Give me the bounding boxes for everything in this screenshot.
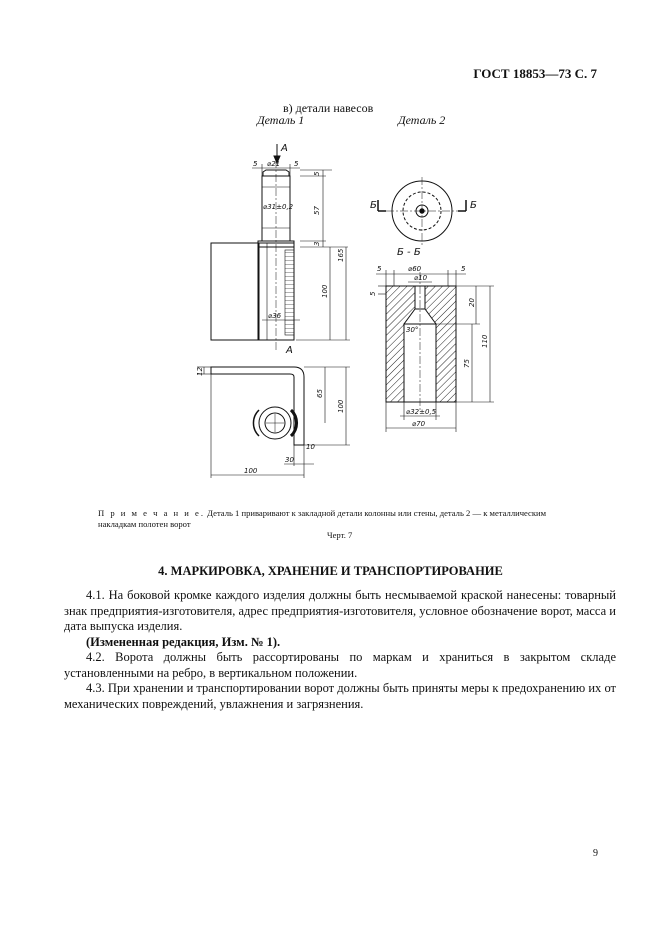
paragraph-4-1: 4.1. На боковой кромке каждого изделия должны быть несмываемой краской нанесены: товарный знак предприятия-изготовителя, адрес предприятия-изготовителя, условное обозначение ворот, масса и дата выпуска изделия. (64, 588, 616, 633)
dim-d1-v100: 100 (321, 284, 329, 298)
dim-d1-v57: 57 (313, 206, 321, 215)
detail-1-label: Деталь 1 (257, 113, 305, 127)
dim-d1-v5: 5 (313, 171, 321, 176)
dim-d2-angle: 30° (406, 326, 419, 334)
paragraph-4-3: 4.3. При хранении и транспортировании ворот должны быть приняты меры к предохранению их от механических повреждений, увлажнения и загрязнения. (64, 681, 616, 711)
dim-d1-h30: 30 (285, 456, 294, 464)
dim-d2-v110: 110 (481, 334, 489, 348)
section-arrow-left-label: Б (370, 200, 377, 211)
detail-2-label: Деталь 2 (398, 113, 446, 127)
dim-d2-v75: 75 (463, 359, 471, 368)
dim-d2-v20: 20 (468, 298, 476, 307)
view-a-arrow-label: A (281, 143, 288, 154)
paragraph-4-1-edit-note: (Измененная редакция, Изм. № 1). (86, 634, 281, 649)
dim-d1-d31: ⌀31±0,2 (263, 203, 294, 211)
dim-d1-h100: 100 (244, 467, 258, 475)
dim-d1-v3: 3 (313, 241, 321, 246)
dim-d1-d21: ⌀21 (267, 160, 281, 168)
figure-note (98, 508, 568, 530)
figure-caption: Черт. 7 (327, 530, 353, 540)
dim-d2-d60: ⌀60 (408, 265, 422, 273)
dim-d2-v5: 5 (369, 291, 377, 296)
dim-d2-d32: ⌀32±0,5 (406, 408, 437, 416)
dim-d2-d10: ⌀10 (414, 274, 428, 282)
dim-d2-right5: 5 (461, 265, 466, 273)
dim-d1-top-left: 5 (253, 160, 258, 168)
dim-d1-v12: 12 (196, 367, 204, 376)
standard-header: ГОСТ 18853—73 С. 7 (473, 66, 597, 81)
dim-d1-v65: 65 (316, 389, 324, 398)
page-number: 9 (593, 848, 598, 859)
figure-subtitle: в) детали навесов (283, 101, 374, 115)
section-title: 4. МАРКИРОВКА, ХРАНЕНИЕ И ТРАНСПОРТИРОВАНИЕ (158, 564, 503, 578)
paragraph-4-2: 4.2. Ворота должны быть рассортированы по маркам и храниться в закрытом складе установленными на ребро, в вертикальном положении. (64, 650, 616, 680)
dim-d1-v165: 165 (337, 248, 345, 262)
section-body (64, 588, 616, 712)
dim-d2-left5: 5 (377, 265, 382, 273)
dim-d1-d36: ⌀36 (268, 312, 282, 320)
note-text: Деталь 1 приваривают к закладной детали колонны или стены, деталь 2 — к металлическим накладкам полотен ворот (98, 508, 547, 529)
dim-d1-top-right: 5 (294, 160, 299, 168)
note-lead: П р и м е ч а н и е. (98, 508, 205, 518)
dim-d1-v100b: 100 (337, 399, 345, 413)
dim-d1-h10: 10 (306, 443, 315, 451)
dim-d2-d70: ⌀70 (412, 420, 426, 428)
section-arrow-right-label: Б (470, 200, 477, 211)
view-a-label: А (286, 345, 293, 356)
section-bb-label: Б - Б (397, 247, 421, 258)
